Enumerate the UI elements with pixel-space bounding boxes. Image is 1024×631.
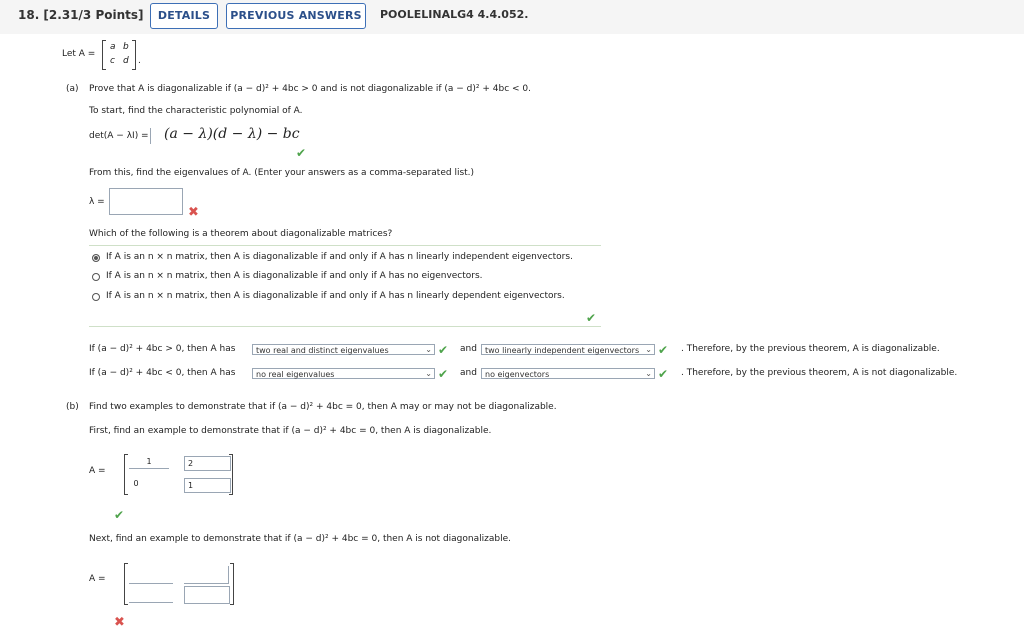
part-b-label: (b) [66, 402, 79, 412]
cond2-select-eigenvalues[interactable] [252, 368, 435, 379]
chevron-down-icon: ⌄ [425, 345, 432, 354]
lambda-cross-icon: ✖ [188, 205, 199, 220]
matrix-c: c [110, 56, 115, 66]
cond1-select-eigenvectors-value: two linearly independent eigenvectors [485, 346, 640, 355]
options-divider [89, 245, 601, 246]
ex2-input-12[interactable] [184, 566, 229, 584]
period: . [138, 56, 141, 66]
let-a-label: Let A = [62, 49, 96, 59]
option-2-radio[interactable] [92, 273, 100, 281]
ex1-left-bracket [124, 454, 128, 495]
lambda-input[interactable] [109, 188, 183, 215]
cond2-select-eigenvalues-value: no real eigenvalues [256, 370, 335, 379]
details-button[interactable]: DETAILS [150, 3, 218, 29]
cond1-check-icon-2: ✔ [658, 343, 669, 357]
cond1-select-eigenvalues[interactable] [252, 344, 435, 355]
example1-instruction: First, find an example to demonstrate that if (a − d)² + 4bc = 0, then A is diagonalizable. [89, 426, 492, 436]
cond2-select-eigenvectors[interactable] [481, 368, 655, 379]
cond2-check-icon-1: ✔ [438, 367, 449, 381]
lambda-label: λ = [89, 197, 105, 207]
question-number: 18. [2.31/3 Points] [18, 8, 144, 22]
option-1-radio[interactable] [92, 254, 100, 262]
ex1-input-22[interactable]: 1 [184, 478, 231, 493]
theorem-question: Which of the following is a theorem about diagonalizable matrices? [89, 229, 393, 239]
det-label: det(A − λI) = [89, 131, 149, 141]
chevron-down-icon: ⌄ [645, 369, 652, 378]
ex2-left-bracket [124, 563, 128, 605]
example1-check-icon: ✔ [114, 508, 125, 522]
part-a-label: (a) [66, 84, 79, 94]
problem-code: POOLELINALG4 4.4.052. [380, 8, 529, 21]
det-check-icon: ✔ [296, 146, 307, 160]
previous-answers-button[interactable]: PREVIOUS ANSWERS [226, 3, 366, 29]
ex2-input-21[interactable] [129, 586, 173, 603]
ex1-right-bracket [229, 454, 233, 495]
cond1-select-eigenvectors[interactable] [481, 344, 655, 355]
cond1-select-eigenvalues-value: two real and distinct eigenvalues [256, 346, 389, 355]
chevron-down-icon: ⌄ [425, 369, 432, 378]
ex2-input-11[interactable] [129, 566, 173, 584]
cond2-and: and [460, 368, 477, 378]
det-answer[interactable]: (a − λ)(d − λ) − bc [164, 126, 300, 142]
matrix-b: b [123, 42, 129, 52]
option-1-text: If A is an n × n matrix, then A is diagonalizable if and only if A has n linearly independent eigenvectors. [106, 252, 573, 262]
cond1-check-icon-1: ✔ [438, 343, 449, 357]
cond2-prefix: If (a − d)² + 4bc < 0, then A has [89, 368, 236, 378]
cond2-select-eigenvectors-value: no eigenvectors [485, 370, 550, 379]
ex1-input-21[interactable]: 0 [133, 479, 139, 488]
matrix-left-bracket [102, 40, 106, 70]
option-3-radio[interactable] [92, 293, 100, 301]
part-a-prompt: Prove that A is diagonalizable if (a − d)² + 4bc > 0 and is not diagonalizable if (a − d)² + 4bc < 0. [89, 84, 531, 94]
ex2-right-bracket [230, 563, 234, 605]
matrix-right-bracket [132, 40, 136, 70]
options-bottom-divider [89, 326, 601, 327]
char-poly-instruction: To start, find the characteristic polynomial of A. [89, 106, 303, 116]
matrix-a: a [110, 42, 116, 52]
matrix-d: d [123, 56, 129, 66]
ex1-input-12[interactable]: 2 [184, 456, 231, 471]
theorem-check-icon: ✔ [586, 311, 597, 325]
ex2-input-22[interactable] [184, 586, 230, 604]
example2-instruction: Next, find an example to demonstrate that if (a − d)² + 4bc = 0, then A is not diagonalizable. [89, 534, 511, 544]
option-2-text: If A is an n × n matrix, then A is diagonalizable if and only if A has no eigenvectors. [106, 271, 483, 281]
part-b-prompt: Find two examples to demonstrate that if (a − d)² + 4bc = 0, then A may or may not be diagonalizable. [89, 402, 557, 412]
eigenvalue-instruction: From this, find the eigenvalues of A. (Enter your answers as a comma-separated list.) [89, 168, 475, 178]
example2-a-label: A = [89, 574, 106, 584]
det-field-edge [150, 128, 152, 144]
cond1-suffix: . Therefore, by the previous theorem, A is diagonalizable. [681, 344, 940, 354]
ex1-input-11[interactable]: 1 [129, 456, 169, 469]
example2-cross-icon: ✖ [114, 615, 125, 630]
cond2-suffix: . Therefore, by the previous theorem, A is not diagonalizable. [681, 368, 958, 378]
cond1-and: and [460, 344, 477, 354]
cond2-check-icon-2: ✔ [658, 367, 669, 381]
example1-a-label: A = [89, 466, 106, 476]
option-3-text: If A is an n × n matrix, then A is diagonalizable if and only if A has n linearly dependent eigenvectors. [106, 291, 565, 301]
cond1-prefix: If (a − d)² + 4bc > 0, then A has [89, 344, 236, 354]
chevron-down-icon: ⌄ [645, 345, 652, 354]
